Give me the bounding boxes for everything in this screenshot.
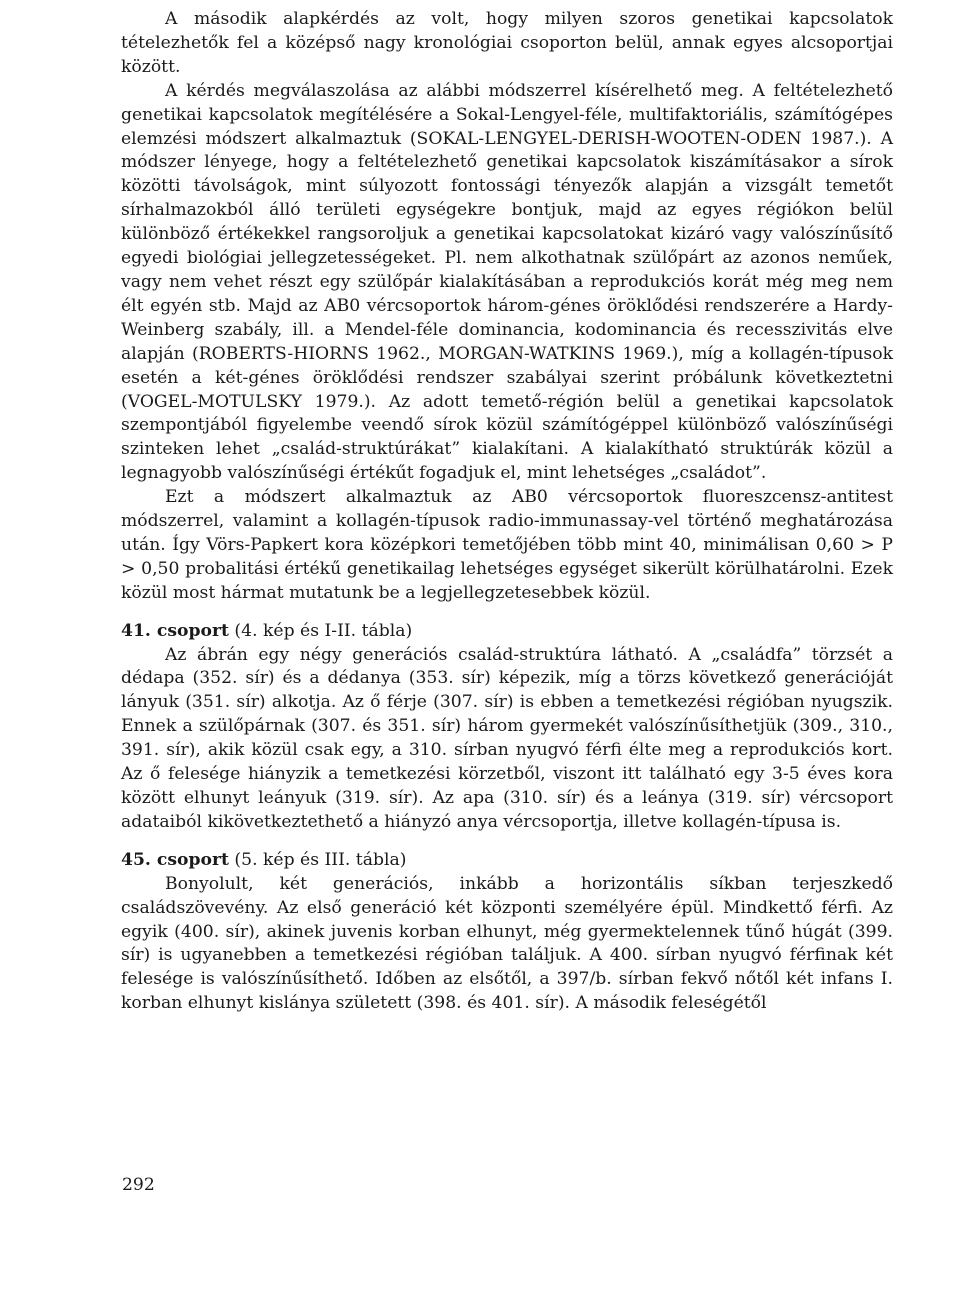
group-45-number: 45. csoport — [121, 849, 229, 870]
group-41-heading — [121, 620, 893, 644]
group-41-text: Az ábrán egy négy generációs család-struktúra látható. A „családfa” törzsét a dédapa (352. sír) és a dédanya (353. sír) képezik, míg a törzs következő generációját lányuk (351. sír) alkotja. Az ő férje (307. sír) is ebben a temetkezési régióban nyugszik. Ennek a szülőpárnak (307. és 351. sír) három gyermekét valószínűsíthetjük (309., 310., 391. sír), akik közül csak egy, a 310. sírban nyugvó férfi élte meg a reprodukciós kort. Az ő felesége hiányzik a temetkezési körzetből, viszont itt található egy 3-5 éves kora között elhunyt leányuk (319. sír). Az apa (310. sír) és a leánya (319. sír) vércsoport adataiból kikövetkeztethető a hiányzó anya vércsoportja, illetve kollagén-típusa is. — [121, 644, 893, 832]
group-45-heading — [121, 849, 893, 873]
group-41-number: 41. csoport — [121, 620, 229, 641]
paragraph-method: A kérdés megválaszolása az alábbi módszerrel kísérelhető meg. A feltételezhető genetikai kapcsolatok megítélésére a Sokal-Lengyel-féle, multifaktoriális, számítógépes elemzési módszert alkalmaztuk (SOKAL-LENGYEL-DERISH-WOOTEN-ODEN 1987.). A módszer lényege, hogy a feltételezhető genetikai kapcsolatok kiszámításakor a sírok közötti távolságok, mint súlyozott fontossági tényezők alapján a vizsgált temetőt sírhalmazokból álló területi egységekre bontjuk, majd az egyes régiókon belül különböző értékekkel rangsoroljuk a genetikai kapcsolatokat kizáró vagy valószínűsítő egyedi biológiai jellegzetességeket. Pl. nem alkothatnak szülőpárt az azonos neműek, vagy nem vehet részt egy szülőpár kialakításában a reprodukciós korát még meg nem élt egyén stb. Majd az AB0 vércsoportok három-génes öröklődési rendszerére a Hardy-Weinberg szabály, ill. a Mendel-féle dominancia, kodominancia és recesszivitás elve alapján (ROBERTS-HIORNS 1962., MORGAN-WATKINS 1969.), míg a kollagén-típusok esetén a két-génes öröklődési rendszer szabályai szerint próbálunk következtetni (VOGEL-MOTULSKY 1979.). Az adott temető-régión belül a genetikai kapcsolatok szempontjából figyelembe veendő sírok közül számítógéppel különböző valószínűségi szinteken lehet „család-struktúrákat” kialakítani. A kialakítható struktúrák közül a legnagyobb valószínűségi értékűt fogadjuk el, mint lehetséges „családot”. — [121, 80, 893, 484]
group-45-ref: (5. kép és III. tábla) — [228, 849, 407, 870]
document-page — [121, 8, 893, 1016]
paragraph-application: Ezt a módszert alkalmaztuk az AB0 vércsoportok fluoreszcensz-antitest módszerrel, valamint a kollagén-típusok radio-immunassay-vel történő meghatározása után. Így Vörs-Papkert kora középkori temetőjében több mint 40, minimálisan 0,60 > P > 0,50 probalitási értékű genetikailag lehetséges egységet sikerült körülhatárolni. Ezek közül most hármat mutatunk be a legjellegzetesebbek közül. — [121, 487, 893, 603]
page-number: 292 — [122, 1175, 155, 1195]
group-45-text: Bonyolult, két generációs, inkább a horizontális síkban terjeszkedő családszövevény. Az első generáció két központi személyére épül. Mindkettő férfi. Az egyik (400. sír), akinek juvenis korban elhunyt, még gyermektelennek tűnő húgát (399. sír) is ugyanebben a temetkezési régióban találjuk. A 400. sírban nyugvó férfinak két felesége is valószínűsíthető. Időben az elsőtől, a 397/b. sírban fekvő nőtől két infans I. korban elhunyt kislánya született (398. és 401. sír). A második feleségétől — [121, 873, 893, 1014]
paragraph-intro: A második alapkérdés az volt, hogy milyen szoros genetikai kapcsolatok tételezhetők fel a középső nagy kronológiai csoporton belül, annak egyes alcsoportjai között. — [121, 9, 893, 77]
group-41-ref: (4. kép és I-II. tábla) — [228, 620, 413, 641]
